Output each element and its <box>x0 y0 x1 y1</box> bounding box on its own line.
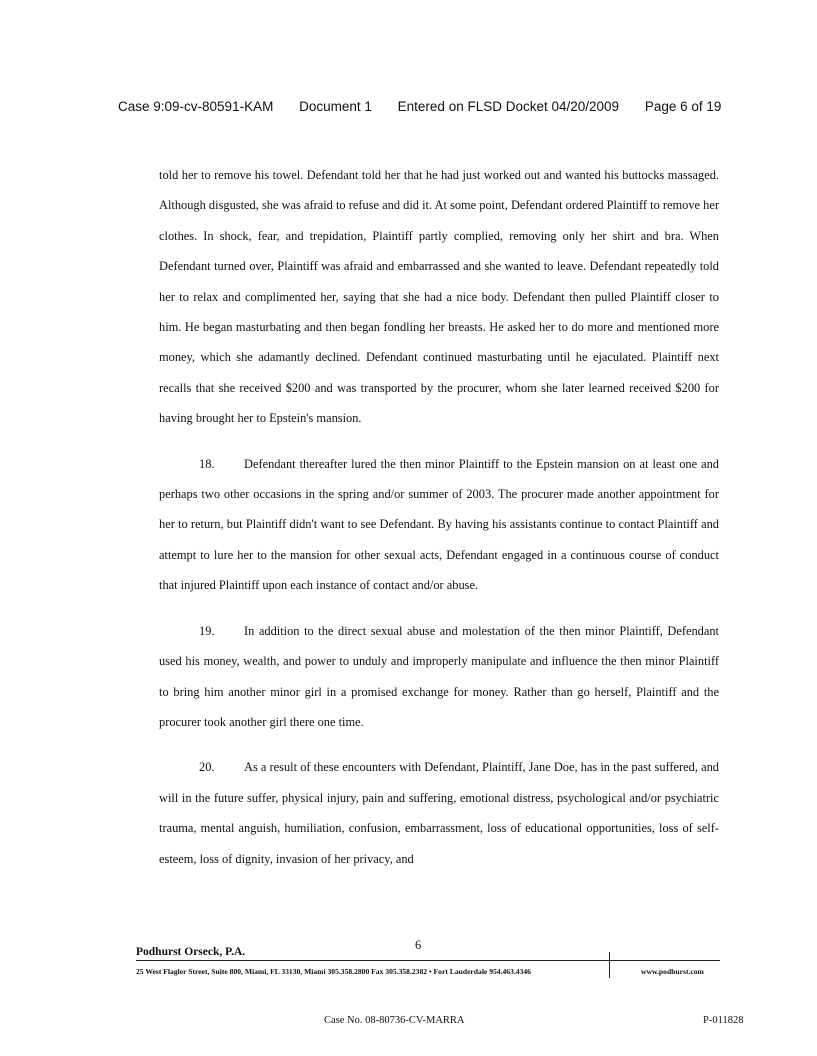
firm-name: Podhurst Orseck, P.A. <box>136 946 246 958</box>
paragraph-19 <box>159 616 719 738</box>
bates-number: P-011828 <box>703 1015 744 1026</box>
paragraph-number: 20. <box>199 760 215 775</box>
footer-separator <box>609 952 610 978</box>
paragraph-number: 18. <box>199 456 215 471</box>
page-of: Page 6 of 19 <box>644 99 722 114</box>
paragraph-18 <box>159 449 719 601</box>
docket-header <box>118 99 722 114</box>
paragraph-text: As a result of these encounters with Defendant, Plaintiff, Jane Doe, has in the past suffered, and will in the future suffer, physical injury, pain and suffering, emotional distress, psychological and/or psychiatric trauma, mental anguish, humiliation, confusion, embarrassment, loss of educational opportunities, loss of self-esteem, loss of dignity, invasion of her privacy, and <box>159 760 719 866</box>
case-number: Case 9:09-cv-80591-KAM <box>118 99 274 114</box>
paragraph-text: In addition to the direct sexual abuse and molestation of the then minor Plaintiff, Defendant used his money, wealth, and power to unduly and improperly manipulate and influence the then minor Plaintiff to bring him another minor girl in a promised exchange for money. Rather than go herself, Plaintiff and the procurer took another girl there one time. <box>159 623 719 729</box>
paragraph-text: Defendant thereafter lured the then minor Plaintiff to the Epstein mansion on at least one and perhaps two other occasions in the spring and/or summer of 2003. The procurer made another appointment for her to return, but Plaintiff didn't want to see Defendant. By having his assistants continue to contact Plaintiff and attempt to lure her to the mansion for other sexual acts, Defendant engaged in a continuous course of conduct that injured Plaintiff upon each instance of contact and/or abuse. <box>159 456 719 593</box>
page-number: 6 <box>415 938 422 952</box>
document-number: Document 1 <box>299 99 372 114</box>
document-body <box>159 160 719 874</box>
bottom-case-number: Case No. 08-80736-CV-MARRA <box>324 1015 465 1026</box>
docket-entry: Entered on FLSD Docket 04/20/2009 <box>397 99 620 114</box>
continuation-paragraph: told her to remove his towel. Defendant told her that he had just worked out and wanted his buttocks massaged. Although disgusted, she was afraid to refuse and did it. At some point, Defendant ordered Plaintiff to remove her clothes. In shock, fear, and trepidation, Plaintiff partly complied, removing only her shirt and bra. When Defendant turned over, Plaintiff was afraid and embarrassed and she wanted to leave. Defendant repeatedly told her to relax and complimented her, saying that she had a nice body. Defendant then pulled Plaintiff closer to him. He began masturbating and then began fondling her breasts. He asked her to do more and mentioned more money, which she adamantly declined. Defendant continued masturbating until he ejaculated. Plaintiff next recalls that she received $200 and was transported by the procurer, whom she later learned received $200 for having brought her to Epstein's mansion. <box>159 168 719 426</box>
firm-address: 25 West Flagler Street, Suite 800, Miami, FL 33130, Miami 305.358.2800 Fax 305.358.2382 • Fort Lauderdale 954.463.4346 <box>136 967 531 976</box>
paragraph-number: 19. <box>199 623 215 638</box>
paragraph-20 <box>159 752 719 874</box>
firm-website: www.podhurst.com <box>641 967 704 976</box>
footer-divider <box>136 960 720 961</box>
